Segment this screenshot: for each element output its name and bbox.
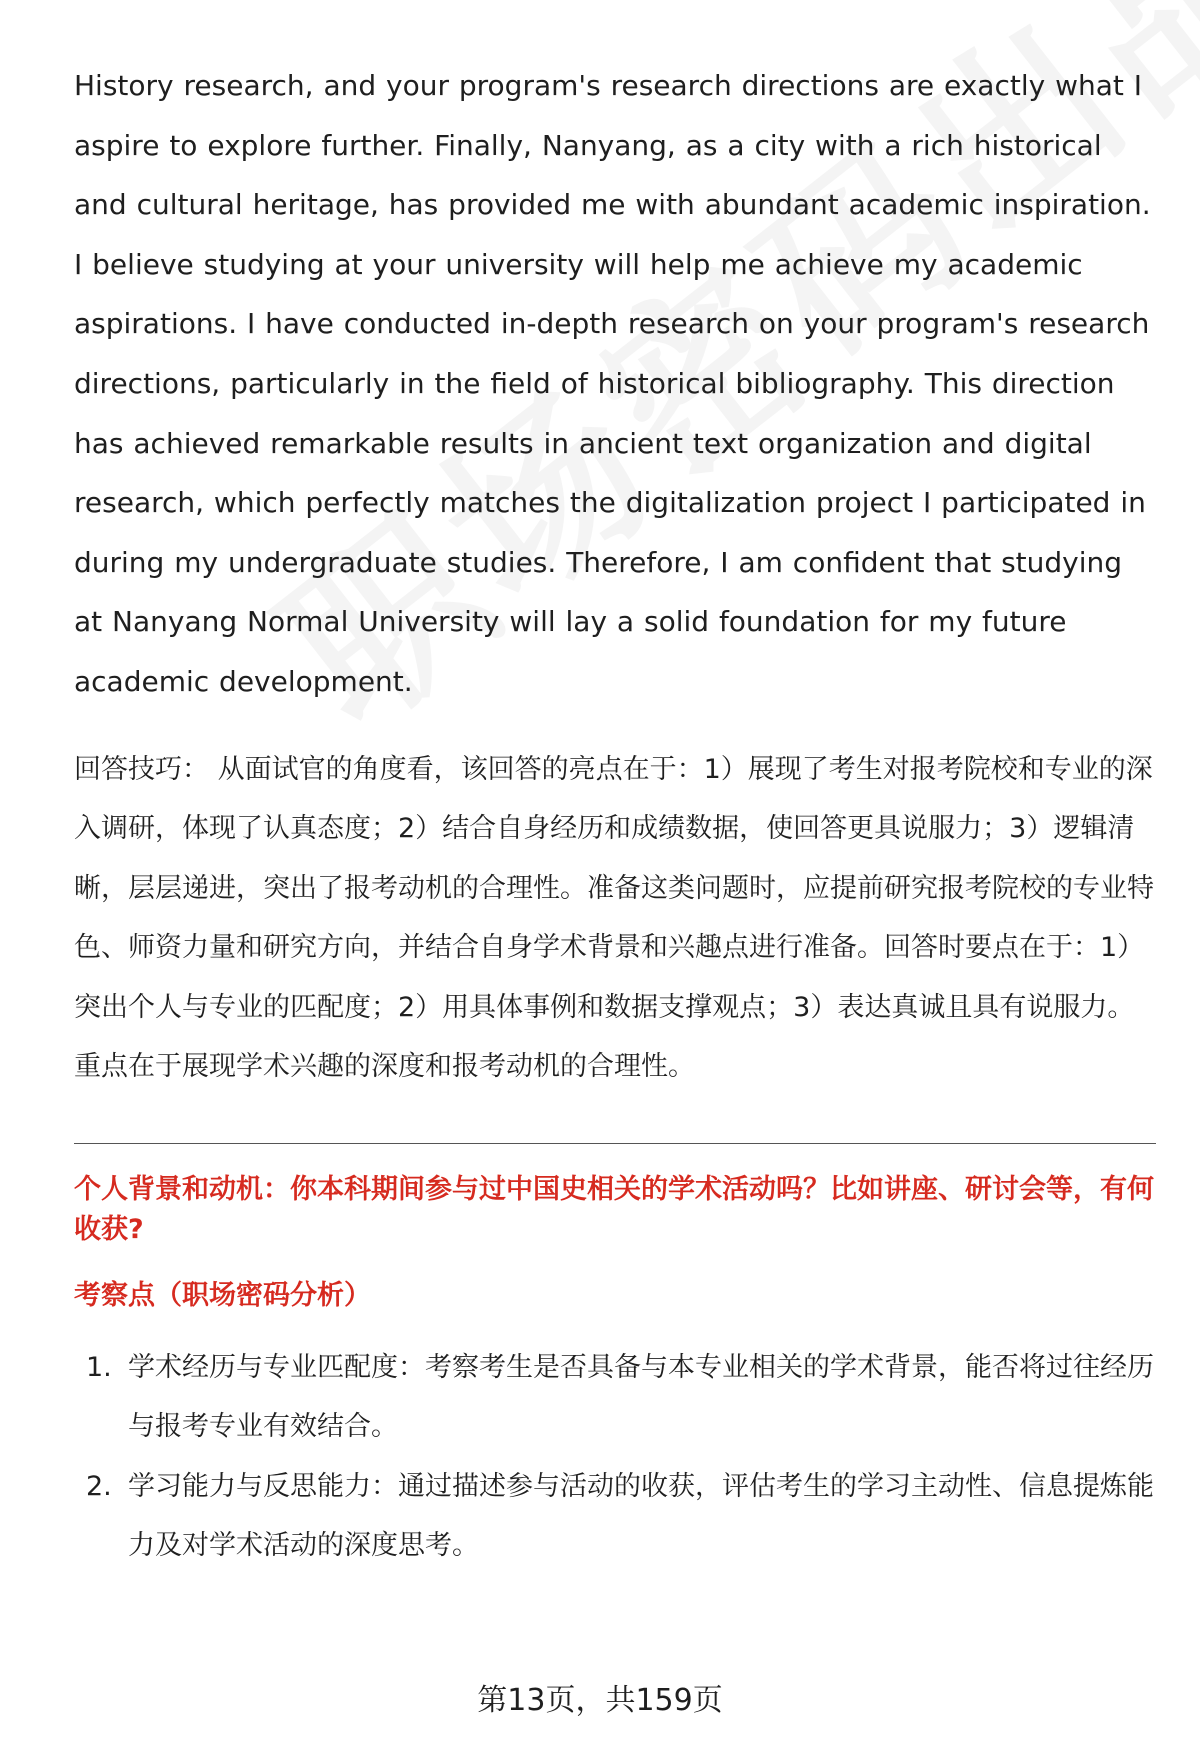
answer-paragraph: History research, and your program's research directions are exactly what I aspire to explore further. Finally, Nanyang, as a city with a rich historical and cultural heritage, has provided me with abundant academic inspiration. I believe studying at your university will help me achieve my academic aspirations. I have conducted in-depth research on your program's research directions, particularly in the field of historical bibliography. This direction has achieved remarkable results in ancient text organization and digital research, which perfectly matches the digitalization project I participated in during my undergraduate studies. Therefore, I am confident that studying at Nanyang Normal University will lay a solid foundation for my future academic development. (74, 69, 1151, 698)
list-item-number: 1. (86, 1351, 112, 1383)
interview-question: 个人背景和动机：你本科期间参与过中国史相关的学术活动吗？比如讲座、研讨会等，有何收获? (74, 1173, 1154, 1245)
list-item (74, 1338, 1156, 1457)
list-item-text: 学术经历与专业匹配度：考察考生是否具备与本专业相关的学术背景，能否将过往经历与报考专业有效结合。 (128, 1351, 1154, 1443)
document-page (74, 56, 1156, 1576)
list-item-number: 2. (86, 1470, 112, 1502)
assessment-list (74, 1338, 1156, 1576)
answer-tips-paragraph: 回答技巧： 从面试官的角度看，该回答的亮点在于：1）展现了考生对报考院校和专业的深入调研，体现了认真态度；2）结合自身经历和成绩数据，使回答更具说服力；3）逻辑清晰，层层递进，突出了报考动机的合理性。准备这类问题时，应提前研究报考院校的专业特色、师资力量和研究方向，并结合自身学术背景和兴趣点进行准备。回答时要点在于：1）突出个人与专业的匹配度；2）用具体事例和数据支撑观点；3）表达真诚且具有说服力。重点在于展现学术兴趣的深度和报考动机的合理性。 (74, 753, 1154, 1083)
page-footer: 第13页，共159页 (477, 1683, 723, 1718)
section-divider (74, 1143, 1156, 1144)
assessment-title: 考察点（职场密码分析） (74, 1279, 371, 1311)
list-item (74, 1457, 1156, 1576)
list-item-text: 学习能力与反思能力：通过描述参与活动的收获，评估考生的学习主动性、信息提炼能力及对学术活动的深度思考。 (128, 1470, 1154, 1562)
